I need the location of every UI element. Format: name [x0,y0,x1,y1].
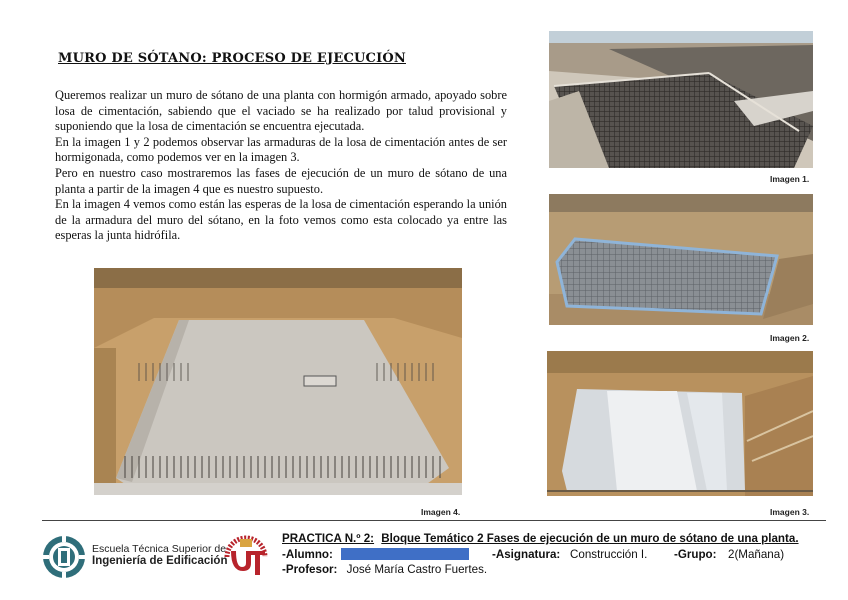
etsie-logo-icon [41,534,87,580]
page-title: MURO DE SÓTANO: PROCESO DE EJECUCIÓN [58,51,406,66]
alumno-name-redaction [341,548,469,560]
grupo-label: -Grupo: [674,547,717,561]
paragraph: En la imagen 1 y 2 podemos observar las armaduras de la losa de cimentación antes de ser hormigonada, como podemos ver en la imagen 3. [55,134,507,165]
asignatura-value: Construcción I. [570,547,648,561]
caption-imagen-3: Imagen 3. [770,507,810,517]
body-text [55,88,507,244]
alumno-row [282,547,822,563]
grupo-value: 2(Mañana) [728,547,785,561]
photo-imagen-2 [549,194,813,325]
footer-divider [42,520,826,521]
paragraph: Pero en nuestro caso mostraremos las fases de ejecución de un muro de sótano de una planta a partir de la imagen 4 que es nuestro supuesto. [55,165,507,196]
paragraph: Queremos realizar un muro de sótano de una planta con hormigón armado, apoyado sobre losa de cimentación, sabiendo que el vaciado se ha realizado por talud provisional y suponiendo que la losa de cimentación se encuentra ejecutada. [55,88,507,134]
footer-info [282,531,822,578]
universidad-sevilla-logo-icon [221,531,271,581]
school-line-1: Escuela Técnica Superior de [92,543,227,555]
caption-imagen-1: Imagen 1. [770,174,810,184]
caption-imagen-4: Imagen 4. [421,507,461,517]
school-name [92,543,227,568]
profesor-value: José María Castro Fuertes. [346,563,488,576]
school-line-2: Ingeniería de Edificación [92,555,228,567]
profesor-label: -Profesor: [282,563,338,576]
alumno-label: -Alumno: [282,547,333,561]
photo-imagen-1 [549,31,813,168]
profesor-row [282,562,822,578]
asignatura-label: -Asignatura: [492,547,561,561]
bloque-title: Bloque Temático 2 Fases de ejecución de un muro de sótano de una planta. [381,532,799,545]
practica-row [282,531,822,547]
photo-imagen-4 [94,268,462,495]
caption-imagen-2: Imagen 2. [770,333,810,343]
practica-label: PRACTICA N.º 2: [282,532,375,545]
paragraph: En la imagen 4 vemos como están las esperas de la losa de cimentación esperando la unión de la armadura del muro del sótano, en la foto vemos como esta colocado ya entre las esperas la junta hidrófila. [55,197,507,243]
photo-imagen-3 [547,351,813,496]
